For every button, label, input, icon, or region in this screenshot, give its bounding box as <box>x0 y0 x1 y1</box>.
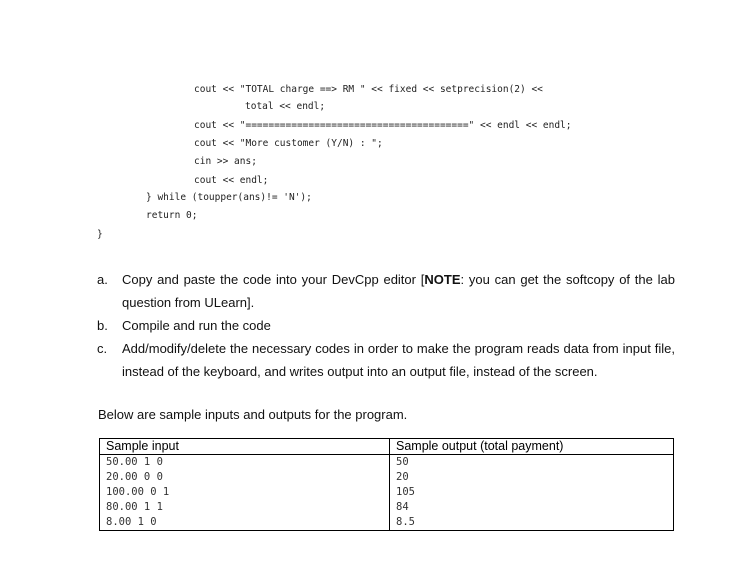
instruction-marker: b. <box>97 318 108 333</box>
code-line: } while (toupper(ans)!= 'N'); <box>146 192 312 203</box>
samples-table <box>99 438 674 531</box>
sample-input-cell <box>100 455 390 531</box>
sample-output-line: 105 <box>396 486 415 498</box>
instruction-marker: c. <box>97 341 108 356</box>
sample-input-line: 80.00 1 1 <box>106 501 163 513</box>
sample-input-line: 100.00 0 1 <box>106 486 170 498</box>
instruction-list <box>97 268 675 383</box>
table-row <box>100 455 674 531</box>
code-line: cin >> ans; <box>194 156 257 167</box>
instruction-item <box>97 314 675 337</box>
sample-input-line: 20.00 0 0 <box>106 471 163 483</box>
instruction-text <box>122 268 675 314</box>
sample-input-header: Sample input <box>100 439 390 455</box>
samples-intro: Below are sample inputs and outputs for the program. <box>98 407 408 422</box>
instruction-item <box>97 268 675 314</box>
sample-output-cell <box>390 455 674 531</box>
sample-output-line: 20 <box>396 471 409 483</box>
instruction-item <box>97 337 675 383</box>
sample-input-line: 50.00 1 0 <box>106 456 163 468</box>
instruction-text: Add/modify/delete the necessary codes in order to make the program reads data from input file, instead of the keyboard, and writes output into an output file, instead of the screen. <box>122 341 675 379</box>
instruction-text: Compile and run the code <box>122 318 271 333</box>
code-line: cout << "More customer (Y/N) : "; <box>194 138 383 149</box>
code-line: return 0; <box>146 210 198 221</box>
code-line: cout << endl; <box>194 175 269 186</box>
code-line: cout << "TOTAL charge ==> RM " << fixed << setprecision(2) << <box>194 84 543 95</box>
code-line: cout << "=======================================" << endl << endl; <box>194 120 572 131</box>
sample-output-line: 50 <box>396 456 409 468</box>
instruction-text-part: Copy and paste the code into your DevCpp editor [ <box>122 272 425 287</box>
code-line: } <box>97 229 103 240</box>
sample-output-line: 84 <box>396 501 409 513</box>
sample-input-line: 8.00 1 0 <box>106 516 157 528</box>
code-line: total << endl; <box>245 101 326 112</box>
sample-output-header: Sample output (total payment) <box>390 439 674 455</box>
table-header-row <box>100 439 674 455</box>
code-listing <box>0 0 572 240</box>
instruction-text-part: : you can get the softcopy of the lab question from ULearn]. <box>122 272 675 310</box>
sample-output-line: 8.5 <box>396 516 415 528</box>
instruction-note-bold: NOTE <box>424 272 461 287</box>
instruction-marker: a. <box>97 272 108 287</box>
